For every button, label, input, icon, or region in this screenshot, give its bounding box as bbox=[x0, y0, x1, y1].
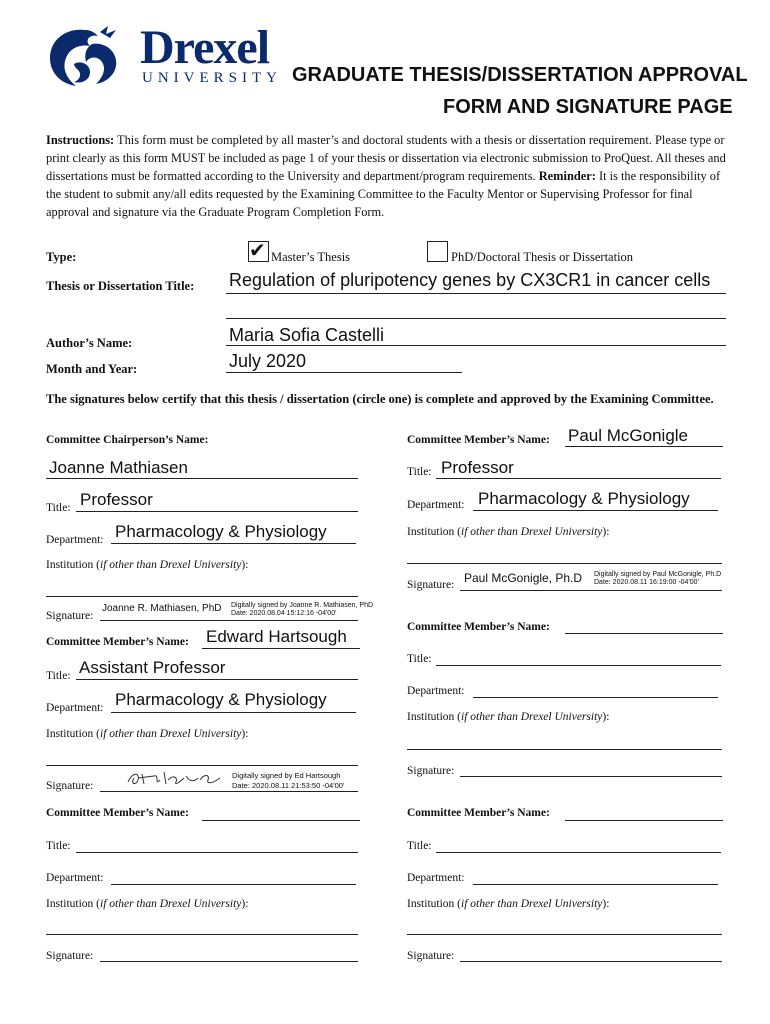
month-year-label: Month and Year: bbox=[46, 362, 138, 376]
member5-name-label: Committee Member’s Name: bbox=[407, 807, 550, 819]
member1-institution-label: Institution (if other than Drexel University): bbox=[407, 526, 610, 538]
member4-title-label: Title: bbox=[407, 653, 432, 665]
author-line bbox=[226, 345, 726, 346]
member3-name-label: Committee Member’s Name: bbox=[46, 807, 189, 819]
member4-dept-label: Department: bbox=[407, 685, 465, 697]
member3-signature-label: Signature: bbox=[46, 950, 94, 962]
member1-signature-name: Paul McGonigle, Ph.D bbox=[464, 571, 583, 585]
member3-name-line[interactable] bbox=[202, 820, 360, 821]
member4-institution-line[interactable] bbox=[407, 749, 722, 750]
member4-institution-label: Institution (if other than Drexel University): bbox=[407, 711, 610, 723]
member4-name-label: Committee Member’s Name: bbox=[407, 621, 550, 633]
thesis-title-value[interactable]: Regulation of pluripotency genes by CX3CR1 in cancer cells bbox=[229, 270, 711, 290]
member5-signature-label: Signature: bbox=[407, 950, 455, 962]
author-label: Author’s Name: bbox=[46, 336, 133, 350]
member2-signature-line[interactable] bbox=[100, 791, 358, 792]
chair-name-line bbox=[46, 478, 358, 479]
member1-institution-line bbox=[407, 563, 722, 564]
masters-checkbox[interactable] bbox=[248, 238, 269, 262]
member2-signature-label: Signature: bbox=[46, 780, 94, 792]
chair-digital-sig: Digitally signed by Joanne R. Mathiasen, PhD Date: 2020.08.04 15:12:16 -04'00' bbox=[231, 602, 374, 617]
member5-institution-label: Institution (if other than Drexel University): bbox=[407, 898, 610, 910]
member1-title-label: Title: bbox=[407, 466, 432, 478]
member4-title-line[interactable] bbox=[436, 665, 721, 666]
member3-title-line[interactable] bbox=[76, 852, 358, 853]
page-title-line1: GRADUATE THESIS/DISSERTATION APPROVAL bbox=[292, 64, 748, 86]
member2-dept-value[interactable]: Pharmacology & Physiology bbox=[115, 690, 327, 709]
member5-dept-label: Department: bbox=[407, 872, 465, 884]
member5-name-line[interactable] bbox=[565, 820, 723, 821]
member1-signature-label: Signature: bbox=[407, 579, 455, 591]
member1-dept-label: Department: bbox=[407, 499, 465, 511]
month-year-line bbox=[226, 372, 462, 373]
member4-signature-line[interactable] bbox=[460, 776, 722, 777]
member5-signature-line[interactable] bbox=[460, 961, 722, 962]
member4-signature-label: Signature: bbox=[407, 765, 455, 777]
member3-dept-line[interactable] bbox=[111, 884, 356, 885]
member2-title-line bbox=[76, 679, 358, 680]
page-title-line2: FORM AND SIGNATURE PAGE bbox=[443, 96, 733, 118]
member1-dept-value[interactable]: Pharmacology & Physiology bbox=[478, 489, 690, 508]
chair-name-value[interactable]: Joanne Mathiasen bbox=[49, 458, 188, 477]
certify-statement: The signatures below certify that this thesis / dissertation (circle one) is complete and approved by the Examining Committee. bbox=[46, 392, 714, 406]
member5-dept-line[interactable] bbox=[473, 884, 718, 885]
member1-signature-line[interactable] bbox=[460, 590, 722, 591]
chair-institution-label: Institution (if other than Drexel University): bbox=[46, 559, 249, 571]
thesis-title-line2 bbox=[226, 318, 726, 319]
member1-name-line bbox=[565, 446, 723, 447]
thesis-title-label: Thesis or Dissertation Title: bbox=[46, 279, 195, 293]
member2-title-label: Title: bbox=[46, 670, 71, 682]
logo-subtitle: UNIVERSITY bbox=[142, 70, 282, 86]
instructions-lead: Instructions: bbox=[46, 133, 115, 147]
month-year-value[interactable]: July 2020 bbox=[229, 351, 307, 371]
logo-wordmark: Drexel bbox=[140, 21, 270, 74]
reminder-text: It is the responsibility of the student to submit any/all edits requested by the Examining Committee to the Faculty Mentor or Supervising Professor for final approval and signature via the Graduate Program Completion Form. bbox=[46, 169, 721, 219]
reminder-lead: Reminder: bbox=[538, 169, 596, 183]
member2-institution-label: Institution (if other than Drexel University): bbox=[46, 728, 249, 740]
instructions-text: This form must be completed by all master’s and doctoral students with a thesis or dissertation requirement. Please type or print clearly as this form MUST be included as page 1 of your thesis or dissertation via electronic submission to ProQuest. All theses and dissertations must be formatted according to the University and department/program requirements. bbox=[46, 133, 726, 183]
member3-dept-label: Department: bbox=[46, 872, 104, 884]
member1-digital-sig: Digitally signed by Paul McGonigle, Ph.D Date: 2020.08.11 16:19:00 -04'00' bbox=[594, 571, 722, 586]
instructions-paragraph bbox=[46, 131, 726, 221]
chair-dept-line bbox=[111, 543, 356, 544]
phd-label: PhD/Doctoral Thesis or Dissertation bbox=[451, 250, 634, 264]
member1-name-label: Committee Member’s Name: bbox=[407, 434, 550, 446]
phd-checkbox[interactable] bbox=[427, 241, 448, 262]
member2-digital-sig: Digitally signed by Ed Hartsough Date: 2020.08.11 21:53:50 -04'00' bbox=[232, 771, 345, 790]
member3-signature-line[interactable] bbox=[100, 961, 358, 962]
check-mark-icon: ✔ bbox=[249, 238, 266, 262]
member1-title-line bbox=[436, 478, 721, 479]
chair-dept-value[interactable]: Pharmacology & Physiology bbox=[115, 522, 327, 541]
member4-dept-line[interactable] bbox=[473, 697, 718, 698]
chair-dept-label: Department: bbox=[46, 534, 104, 546]
member5-title-label: Title: bbox=[407, 840, 432, 852]
member2-name-line bbox=[202, 648, 360, 649]
member2-title-value[interactable]: Assistant Professor bbox=[79, 658, 226, 677]
chair-signature-label: Signature: bbox=[46, 610, 94, 622]
member1-name-value[interactable]: Paul McGonigle bbox=[568, 426, 689, 445]
chair-name-label: Committee Chairperson’s Name: bbox=[46, 434, 209, 446]
member3-institution-line[interactable] bbox=[46, 934, 358, 935]
masters-label: Master’s Thesis bbox=[271, 250, 351, 264]
member3-title-label: Title: bbox=[46, 840, 71, 852]
member2-handwritten-signature bbox=[124, 768, 224, 790]
member3-institution-label: Institution (if other than Drexel University): bbox=[46, 898, 249, 910]
chair-institution-line bbox=[46, 596, 358, 597]
chair-title-line bbox=[76, 511, 358, 512]
member2-dept-line bbox=[111, 712, 356, 713]
member5-institution-line[interactable] bbox=[407, 934, 722, 935]
member2-dept-label: Department: bbox=[46, 702, 104, 714]
chair-signature-line[interactable] bbox=[100, 620, 358, 621]
member4-name-line[interactable] bbox=[565, 633, 723, 634]
member2-name-label: Committee Member’s Name: bbox=[46, 636, 189, 648]
chair-signature-name: Joanne R. Mathiasen, PhD bbox=[102, 603, 222, 614]
drexel-dragon-logo bbox=[44, 24, 144, 90]
member5-title-line[interactable] bbox=[436, 852, 721, 853]
thesis-title-line bbox=[226, 293, 726, 294]
type-label: Type: bbox=[46, 250, 77, 264]
member2-institution-line bbox=[46, 765, 358, 766]
member2-name-value[interactable]: Edward Hartsough bbox=[206, 627, 347, 646]
member1-dept-line bbox=[473, 510, 718, 511]
author-value[interactable]: Maria Sofia Castelli bbox=[229, 325, 385, 345]
chair-title-value[interactable]: Professor bbox=[80, 490, 153, 509]
member1-title-value[interactable]: Professor bbox=[441, 458, 514, 477]
chair-title-label: Title: bbox=[46, 502, 71, 514]
